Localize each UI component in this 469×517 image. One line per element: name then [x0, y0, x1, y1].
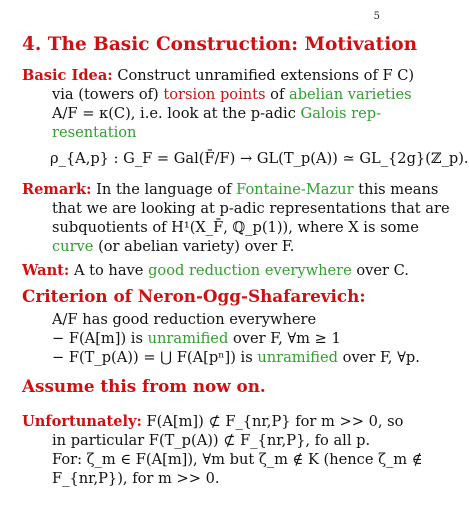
- basic-idea-line-2c: of: [270, 86, 285, 103]
- basic-idea-line-3a: A/F = κ(C), i.e. look at the p-adic: [52, 105, 296, 122]
- unfortunately-block: [22, 412, 423, 488]
- remark-line-3: subquotients of H¹(X_F̄, ℚ_p(1)), where X is some: [52, 219, 419, 236]
- criterion-heading: Criterion of Neron-Ogg-Shafarevich:: [22, 286, 366, 306]
- good-reduction-term: good reduction everywhere: [148, 262, 352, 279]
- remark-line-2: that we are looking at p-adic representations that are: [52, 200, 450, 217]
- remark-line-1a: In the language of: [96, 181, 232, 198]
- galois-representation-formula: ρ_{A,p} : G_F = Gal(F̄/F) → GL(T_p(A)) ≃ GL_{2g}(ℤ_p).: [50, 150, 469, 167]
- basic-idea-line-1: Construct unramified extensions of F C): [117, 67, 415, 84]
- remark-line-4b: (or abelian variety) over F.: [98, 238, 295, 255]
- unfortunately-line-2: in particular F(T_p(A)) ⊄ F_{nr,P}, fo all p.: [52, 432, 371, 449]
- abelian-varieties-term: abelian varieties: [289, 86, 412, 103]
- unfortunately-line-4: F_{nr,P}), for m >> 0.: [52, 470, 220, 487]
- galois-rep-term: Galois rep-: [300, 105, 382, 122]
- page-number: 5: [373, 11, 380, 22]
- slide-title: 4. The Basic Construction: Motivation: [22, 34, 418, 55]
- want-block: [22, 261, 409, 280]
- remark-block: [22, 180, 450, 256]
- unfortunately-line-3: For: ζ_m ∈ F(A[m]), ∀m but ζ_m ∉ K (hence ζ_m ∉: [52, 451, 423, 468]
- criterion-bullet-1c: over F, ∀m ≥ 1: [232, 330, 341, 347]
- basic-idea-label: Basic Idea:: [22, 67, 113, 84]
- torsion-points-term: torsion points: [163, 86, 266, 103]
- criterion-line-1: A/F has good reduction everywhere: [52, 311, 317, 328]
- unramified-term-1: unramified: [147, 330, 229, 347]
- curve-term: curve: [52, 238, 94, 255]
- criterion-bullet-2a: − F(T_p(A)) = ⋃ F(A[pⁿ]) is: [52, 349, 253, 366]
- unfortunately-line-1: F(A[m]) ⊄ F_{nr,P} for m >> 0, so: [146, 413, 404, 430]
- unramified-term-2: unramified: [257, 349, 339, 366]
- basic-idea-line-4: resentation: [52, 124, 137, 141]
- remark-label: Remark:: [22, 181, 92, 198]
- want-text-a: A to have: [73, 262, 144, 279]
- want-text-c: over C.: [356, 262, 409, 279]
- basic-idea-block: [22, 66, 414, 142]
- assume-statement: Assume this from now on.: [22, 376, 266, 396]
- want-label: Want:: [22, 262, 70, 279]
- remark-line-1c: this means: [358, 181, 439, 198]
- fontaine-mazur-term: Fontaine-Mazur: [236, 181, 354, 198]
- basic-idea-line-2a: via (towers of): [52, 86, 159, 103]
- criterion-bullet-2c: over F, ∀p.: [342, 349, 420, 366]
- criterion-bullet-1a: − F(A[m]) is: [52, 330, 143, 347]
- unfortunately-label: Unfortunately:: [22, 413, 142, 430]
- criterion-block: [22, 310, 420, 367]
